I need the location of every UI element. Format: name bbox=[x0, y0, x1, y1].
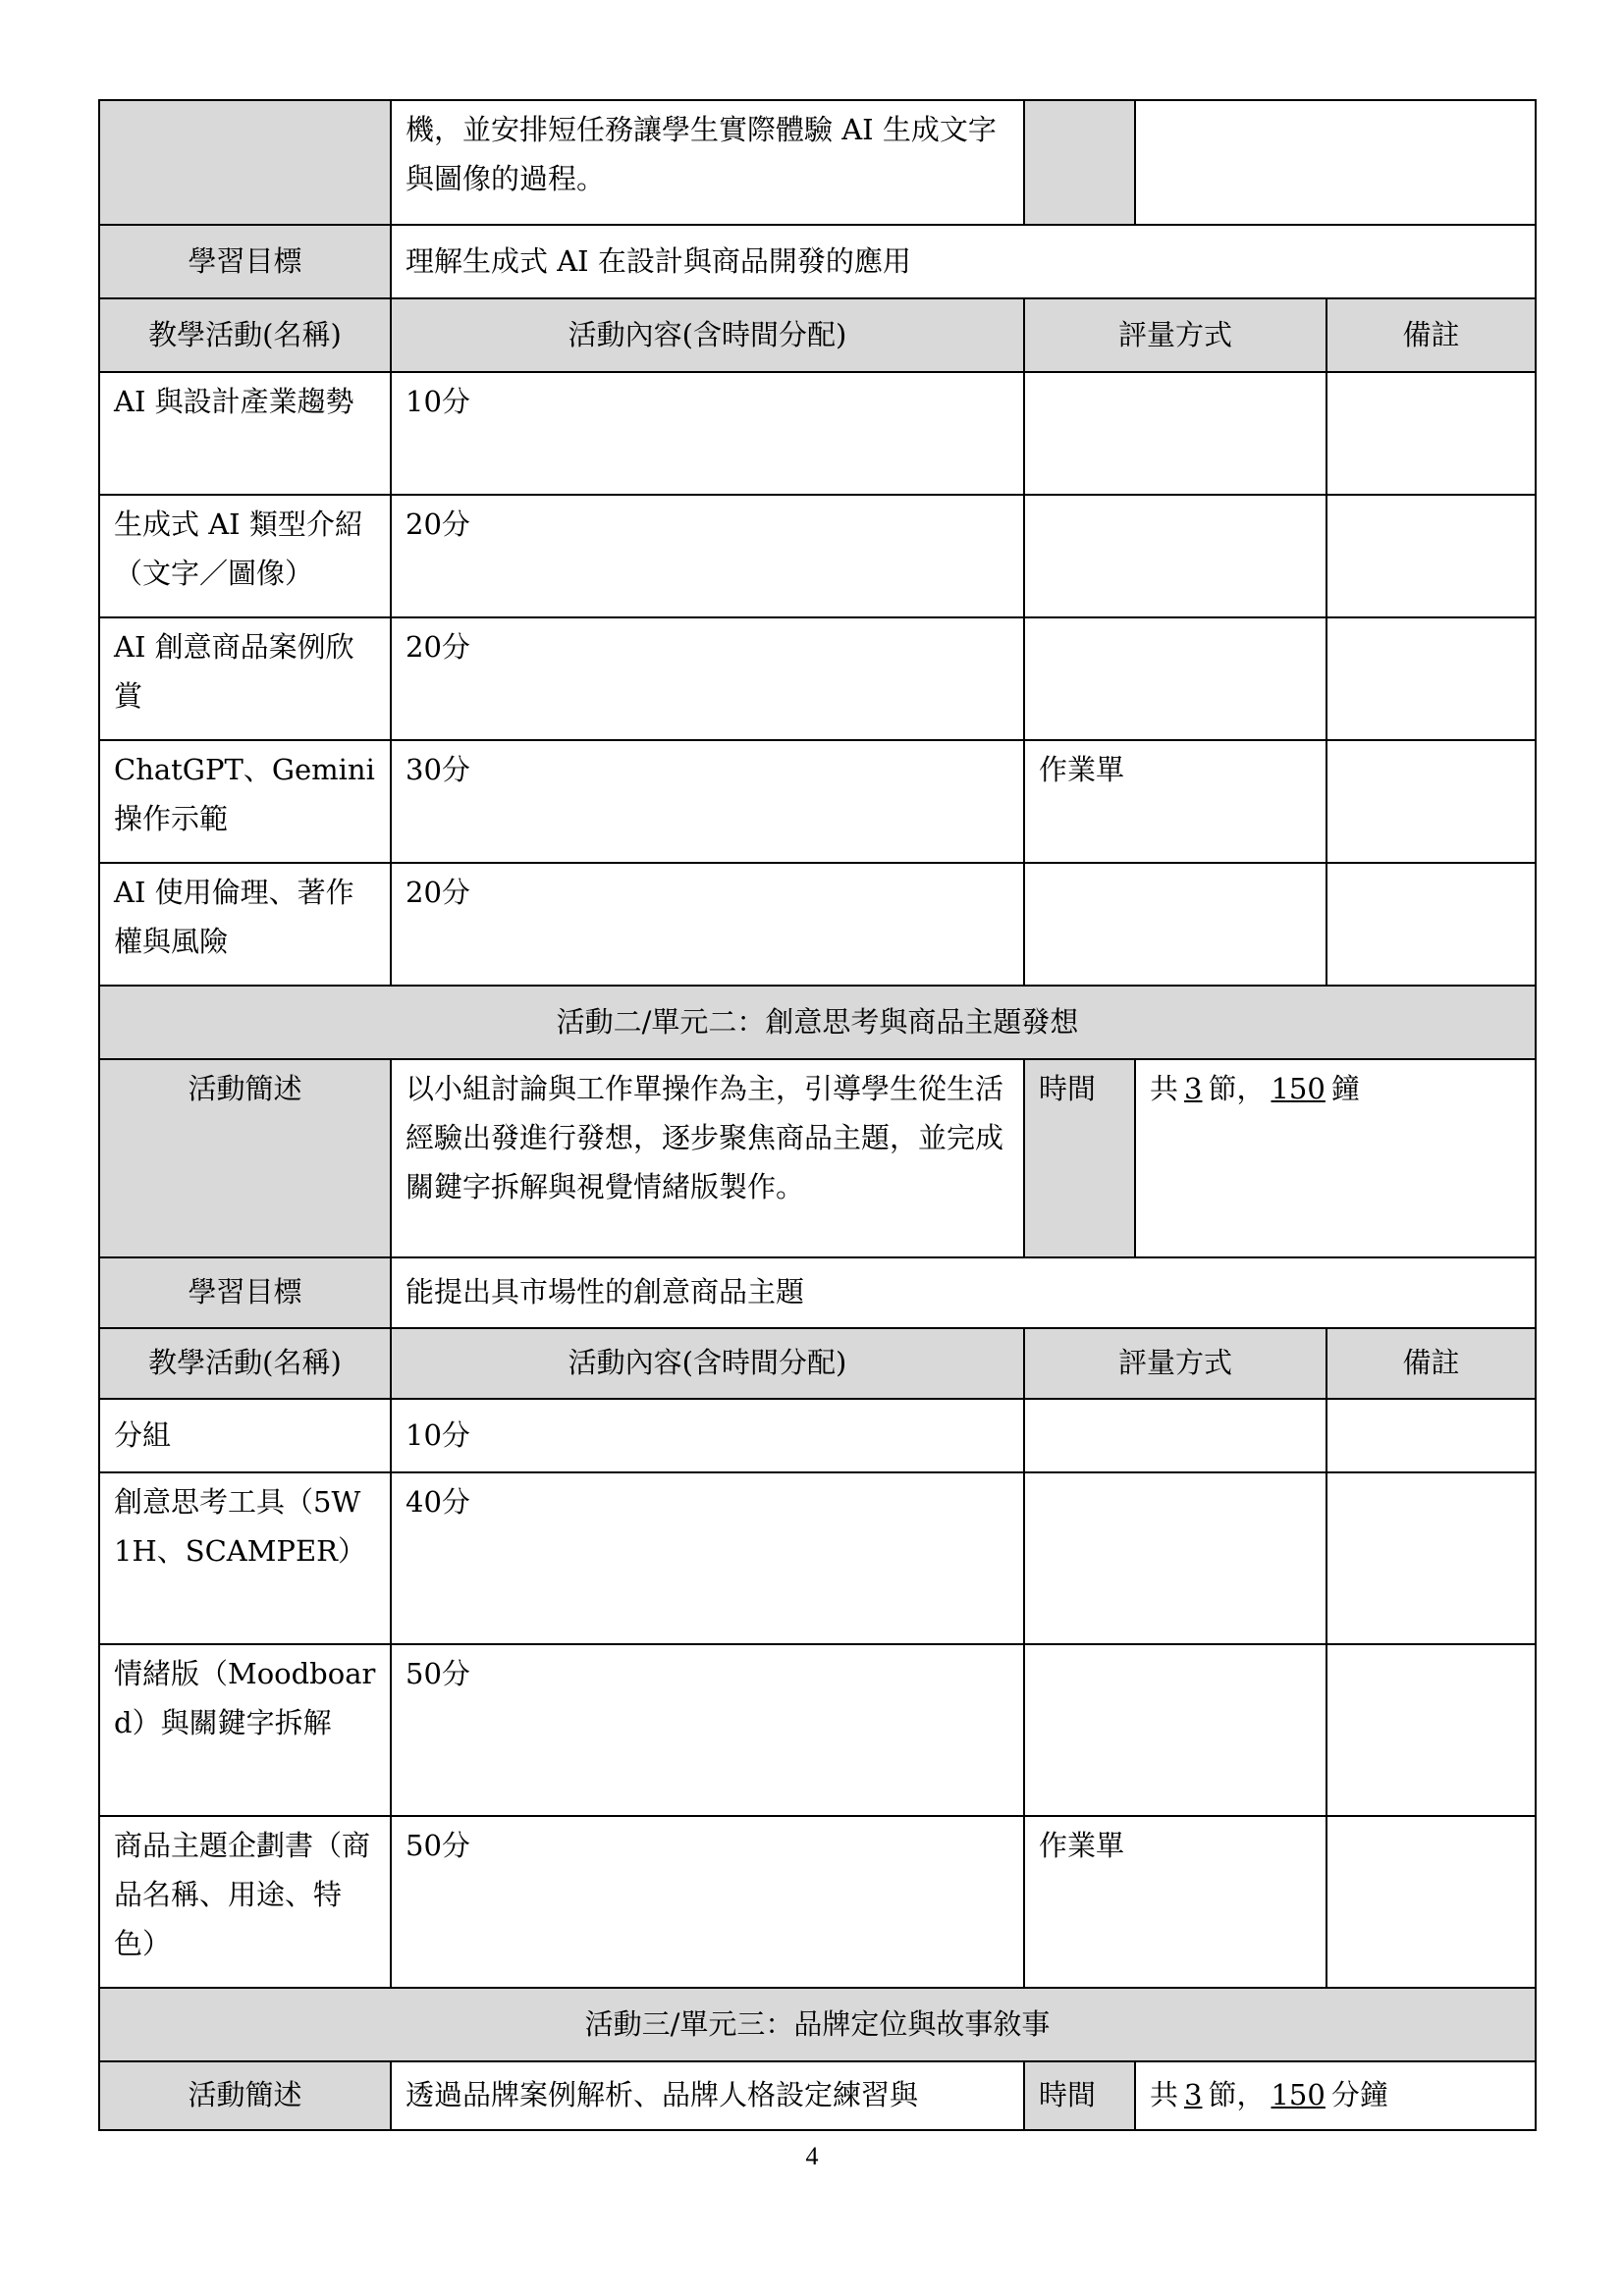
summary-row bbox=[99, 2061, 1536, 2130]
lesson-plan-table bbox=[98, 99, 1537, 2131]
periods-value: 3 bbox=[1184, 1072, 1203, 1105]
activity-note bbox=[1326, 863, 1536, 986]
table-row bbox=[99, 1816, 1536, 1988]
time-value bbox=[1135, 2061, 1536, 2130]
summary-row bbox=[99, 1059, 1536, 1257]
table-row bbox=[99, 740, 1536, 863]
activity-note bbox=[1326, 495, 1536, 617]
activity-note bbox=[1326, 1644, 1536, 1816]
objective-row bbox=[99, 225, 1536, 298]
summary-text: 透過品牌案例解析、品牌人格設定練習與 bbox=[391, 2061, 1024, 2130]
activity-content: 10分 bbox=[391, 372, 1024, 495]
header-activity-content: 活動內容(含時間分配) bbox=[391, 298, 1024, 372]
activity-assessment bbox=[1024, 495, 1326, 617]
activity-note bbox=[1326, 1816, 1536, 1988]
time-label: 時間 bbox=[1024, 1059, 1135, 1257]
unit-title: 活動二/單元二：創意思考與商品主題發想 bbox=[99, 986, 1536, 1059]
time-suffix: 分鐘 bbox=[1330, 2078, 1388, 2111]
activity-header-row bbox=[99, 298, 1536, 372]
time-label-cell bbox=[1024, 100, 1135, 225]
minutes-value: 150 bbox=[1271, 1072, 1326, 1105]
activity-note bbox=[1326, 372, 1536, 495]
activity-assessment bbox=[1024, 1644, 1326, 1816]
continued-summary-row bbox=[99, 100, 1536, 225]
unit-title: 活動三/單元三：品牌定位與故事敘事 bbox=[99, 1988, 1536, 2061]
page-number: 4 bbox=[805, 2142, 819, 2170]
minutes-value: 150 bbox=[1271, 2078, 1326, 2111]
summary-text: 以小組討論與工作單操作為主，引導學生從生活經驗出發進行發想，逐步聚焦商品主題，並完成關鍵字拆解與視覺情緒版製作。 bbox=[391, 1059, 1024, 1257]
objective-row bbox=[99, 1257, 1536, 1328]
activity-name: AI 創意商品案例欣賞 bbox=[99, 617, 391, 740]
time-suffix: 鐘 bbox=[1330, 1072, 1360, 1105]
activity-note bbox=[1326, 1472, 1536, 1644]
header-note: 備註 bbox=[1326, 1328, 1536, 1399]
table-row bbox=[99, 1644, 1536, 1816]
time-value bbox=[1135, 1059, 1536, 1257]
time-value-cell bbox=[1135, 100, 1536, 225]
activity-content: 30分 bbox=[391, 740, 1024, 863]
table-row bbox=[99, 1472, 1536, 1644]
activity-content: 50分 bbox=[391, 1644, 1024, 1816]
activity-header-row bbox=[99, 1328, 1536, 1399]
table-row bbox=[99, 863, 1536, 986]
activity-name: AI 與設計產業趨勢 bbox=[99, 372, 391, 495]
objective-text: 能提出具市場性的創意商品主題 bbox=[391, 1257, 1536, 1328]
header-note: 備註 bbox=[1326, 298, 1536, 372]
activity-content: 20分 bbox=[391, 863, 1024, 986]
table-row bbox=[99, 372, 1536, 495]
header-assessment: 評量方式 bbox=[1024, 1328, 1326, 1399]
time-prefix: 共 bbox=[1150, 1072, 1179, 1105]
activity-assessment bbox=[1024, 372, 1326, 495]
activity-name: 生成式 AI 類型介紹（文字／圖像） bbox=[99, 495, 391, 617]
time-mid: 節， bbox=[1208, 1072, 1266, 1105]
objective-text: 理解生成式 AI 在設計與商品開發的應用 bbox=[391, 225, 1536, 298]
activity-assessment: 作業單 bbox=[1024, 740, 1326, 863]
table-row bbox=[99, 617, 1536, 740]
activity-note bbox=[1326, 1399, 1536, 1472]
time-prefix: 共 bbox=[1150, 2078, 1179, 2111]
activity-assessment: 作業單 bbox=[1024, 1816, 1326, 1988]
activity-name: 創意思考工具（5W1H、SCAMPER） bbox=[99, 1472, 391, 1644]
header-activity-name: 教學活動(名稱) bbox=[99, 298, 391, 372]
summary-label: 活動簡述 bbox=[99, 2061, 391, 2130]
activity-assessment bbox=[1024, 1399, 1326, 1472]
header-activity-name: 教學活動(名稱) bbox=[99, 1328, 391, 1399]
time-mid: 節， bbox=[1208, 2078, 1266, 2111]
activity-name: 商品主題企劃書（商品名稱、用途、特色） bbox=[99, 1816, 391, 1988]
unit-title-row bbox=[99, 1988, 1536, 2061]
activity-content: 50分 bbox=[391, 1816, 1024, 1988]
header-activity-content: 活動內容(含時間分配) bbox=[391, 1328, 1024, 1399]
activity-note bbox=[1326, 617, 1536, 740]
activity-note bbox=[1326, 740, 1536, 863]
activity-content: 10分 bbox=[391, 1399, 1024, 1472]
activity-name: AI 使用倫理、著作權與風險 bbox=[99, 863, 391, 986]
summary-text: 機，並安排短任務讓學生實際體驗 AI 生成文字與圖像的過程。 bbox=[391, 100, 1024, 225]
header-assessment: 評量方式 bbox=[1024, 298, 1326, 372]
activity-name: 情緒版（Moodboard）與關鍵字拆解 bbox=[99, 1644, 391, 1816]
activity-name: ChatGPT、Gemini 操作示範 bbox=[99, 740, 391, 863]
activity-assessment bbox=[1024, 1472, 1326, 1644]
activity-content: 20分 bbox=[391, 617, 1024, 740]
activity-assessment bbox=[1024, 617, 1326, 740]
activity-assessment bbox=[1024, 863, 1326, 986]
activity-name: 分組 bbox=[99, 1399, 391, 1472]
periods-value: 3 bbox=[1184, 2078, 1203, 2111]
objective-label: 學習目標 bbox=[99, 1257, 391, 1328]
table-row bbox=[99, 495, 1536, 617]
summary-label: 活動簡述 bbox=[99, 1059, 391, 1257]
unit-title-row bbox=[99, 986, 1536, 1059]
activity-content: 40分 bbox=[391, 1472, 1024, 1644]
activity-content: 20分 bbox=[391, 495, 1024, 617]
table-row bbox=[99, 1399, 1536, 1472]
objective-label: 學習目標 bbox=[99, 225, 391, 298]
time-label: 時間 bbox=[1024, 2061, 1135, 2130]
summary-label-cell bbox=[99, 100, 391, 225]
